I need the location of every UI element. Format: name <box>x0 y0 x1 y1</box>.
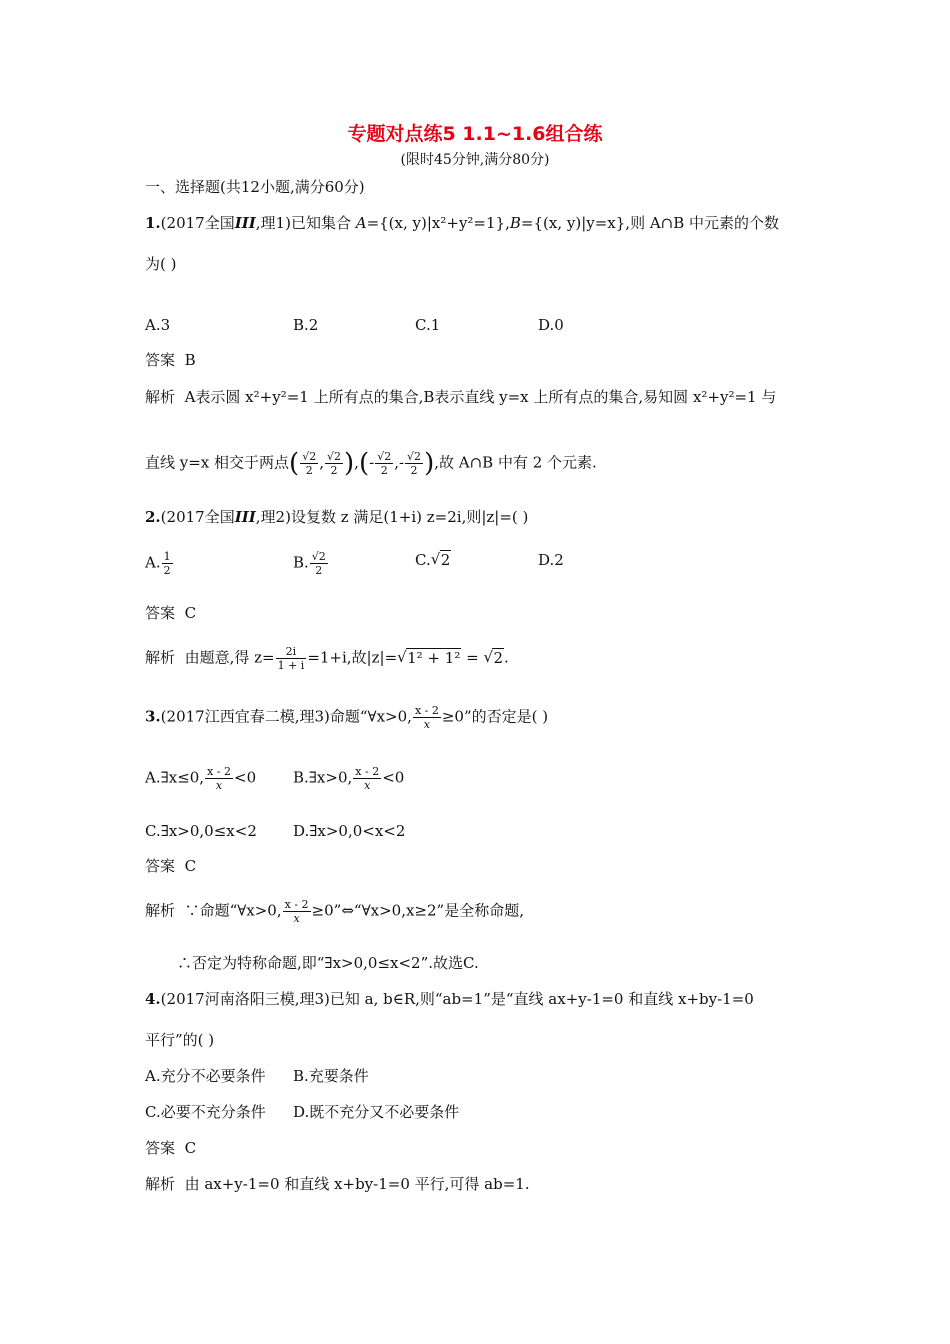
option-b: B.2 <box>293 316 319 334</box>
set-b-symbol: B <box>509 214 521 232</box>
option-c: C.∃x>0,0≤x<2 <box>145 822 257 840</box>
fraction: $\frac{2i}{1 + i}$ <box>277 645 305 672</box>
analysis-label: 解析 <box>145 901 176 920</box>
answer-value: C <box>184 604 197 622</box>
option-b: B.∃x>0, $\frac{x - 2}{x}$ <0 <box>293 765 405 792</box>
option-d: D.既不充分又不必要条件 <box>293 1103 460 1121</box>
option-c: C.必要不充分条件 <box>145 1103 266 1121</box>
question-source-tail: ,理2) <box>255 508 291 526</box>
fraction: $\frac{√2}{2}$ <box>327 450 342 477</box>
question-text: 设复数 z 满足(1+i) z=2i,则|z|=( ) <box>290 508 529 526</box>
answer-line <box>145 1138 196 1158</box>
roman-numeral: III <box>234 214 256 232</box>
option-a: A. $\frac{1}{2}$ <box>145 550 171 577</box>
analysis-label: 解析 <box>145 388 176 406</box>
option-a: A.3 <box>145 316 171 334</box>
option-c: C.1 <box>415 316 441 334</box>
answer-line <box>145 350 196 370</box>
question-text-tail: ,则 A∩B 中元素的个数 <box>625 214 780 232</box>
question-number: 2. <box>145 508 161 526</box>
question-number: 4. <box>145 990 161 1008</box>
option-c: C.√ 2 <box>415 550 451 570</box>
analysis-line-2: 直线 y=x 相交于两点( $\frac{√2}{2}$ , $\frac{√2}{2}$ ),(- $\frac{√2}{2}$ ,- $\frac{√2}{2}$ ),故 A∩B 中有 2 个元素. <box>145 448 597 479</box>
section-heading: 一、选择题(共12小题,满分60分) <box>145 178 365 196</box>
roman-numeral: III <box>234 508 256 526</box>
analysis-label: 解析 <box>145 1175 176 1193</box>
set-a-symbol: A <box>355 214 367 232</box>
option-a: A.∃x≤0, $\frac{x - 2}{x}$ <0 <box>145 765 257 792</box>
analysis-text: A表示圆 x²+y²=1 上所有点的集合,B表示直线 y=x 上所有点的集合,易知圆 x²+y²=1 与 <box>184 388 777 406</box>
answer-line <box>145 603 196 623</box>
fraction: $\frac{√2}{2}$ <box>407 450 422 477</box>
question-number: 1. <box>145 214 161 232</box>
sqrt-two: √ 2 <box>483 648 504 668</box>
question-source-tail: ,理1) <box>255 214 291 232</box>
option-d: D.0 <box>538 316 564 334</box>
question-source: (2017全国 <box>160 508 235 526</box>
question-4 <box>145 989 754 1009</box>
set-a-def: ={(x, y)|x²+y²=1} <box>366 214 506 232</box>
set-b-def: ={(x, y)|y=x} <box>520 214 626 232</box>
question-source: (2017全国 <box>160 214 235 232</box>
analysis-line <box>145 387 776 407</box>
question-text: (2017河南洛阳三模,理3)已知 a, b∈R,则“ab=1”是“直线 ax+y-1=0 和直线 x+by-1=0 <box>160 990 754 1008</box>
answer-label: 答案 <box>145 604 176 622</box>
answer-value: B <box>184 351 196 369</box>
answer-label: 答案 <box>145 857 176 875</box>
fraction: $\frac{√2}{2}$ <box>377 450 392 477</box>
fraction: $\frac{x - 2}{x}$ <box>284 898 309 925</box>
analysis-text-tail: ,故 A∩B 中有 2 个元素. <box>434 453 597 472</box>
option-d: D.∃x>0,0<x<2 <box>293 822 406 840</box>
analysis-line-2: ∴否定为特称命题,即“∃x>0,0≤x<2”.故选C. <box>177 954 479 972</box>
question-1 <box>145 213 779 233</box>
page-title: 专题对点练5 1.1~1.6组合练 <box>347 123 603 145</box>
answer-value: C <box>184 1139 197 1157</box>
option-d: D.2 <box>538 551 564 569</box>
question-number: 3. <box>145 707 161 726</box>
option-b: B. $\frac{√2}{2}$ <box>293 550 326 577</box>
answer-line <box>145 856 196 876</box>
answer-value: C <box>184 857 197 875</box>
analysis-line: 解析 ∵命题“∀x>0, $\frac{x - 2}{x}$ ≥0”⇔“∀x>0,x≥2”是全称命题, <box>145 898 524 925</box>
question-2 <box>145 507 528 527</box>
analysis-text: 直线 y=x 相交于两点 <box>145 453 290 472</box>
sqrt-expression: √ 1² + 1² <box>397 648 461 668</box>
option-a: A.充分不必要条件 <box>145 1067 266 1085</box>
question-text: 已知集合 <box>290 214 356 232</box>
comma: , <box>505 214 510 232</box>
option-b: B.充要条件 <box>293 1067 369 1085</box>
question-1-line2: 为( ) <box>145 255 177 273</box>
analysis-line: 解析 由题意,得 z= $\frac{2i}{1 + i}$ =1+i,故|z|=√ 1² + 1² = √ 2. <box>145 645 509 672</box>
page-subtitle: (限时45分钟,满分80分) <box>400 152 550 168</box>
analysis-line <box>145 1174 530 1194</box>
answer-label: 答案 <box>145 351 176 369</box>
fraction: $\frac{√2}{2}$ <box>302 450 317 477</box>
question-4-line2: 平行”的( ) <box>145 1031 215 1049</box>
question-3: 3.(2017江西宜春二模,理3)命题“∀x>0, $\frac{x - 2}{x}$ ≥0”的否定是( ) <box>145 704 549 731</box>
answer-label: 答案 <box>145 1139 176 1157</box>
fraction: $\frac{x - 2}{x}$ <box>414 704 439 731</box>
analysis-label: 解析 <box>145 648 176 667</box>
analysis-text: 由 ax+y-1=0 和直线 x+by-1=0 平行,可得 ab=1. <box>184 1175 530 1193</box>
